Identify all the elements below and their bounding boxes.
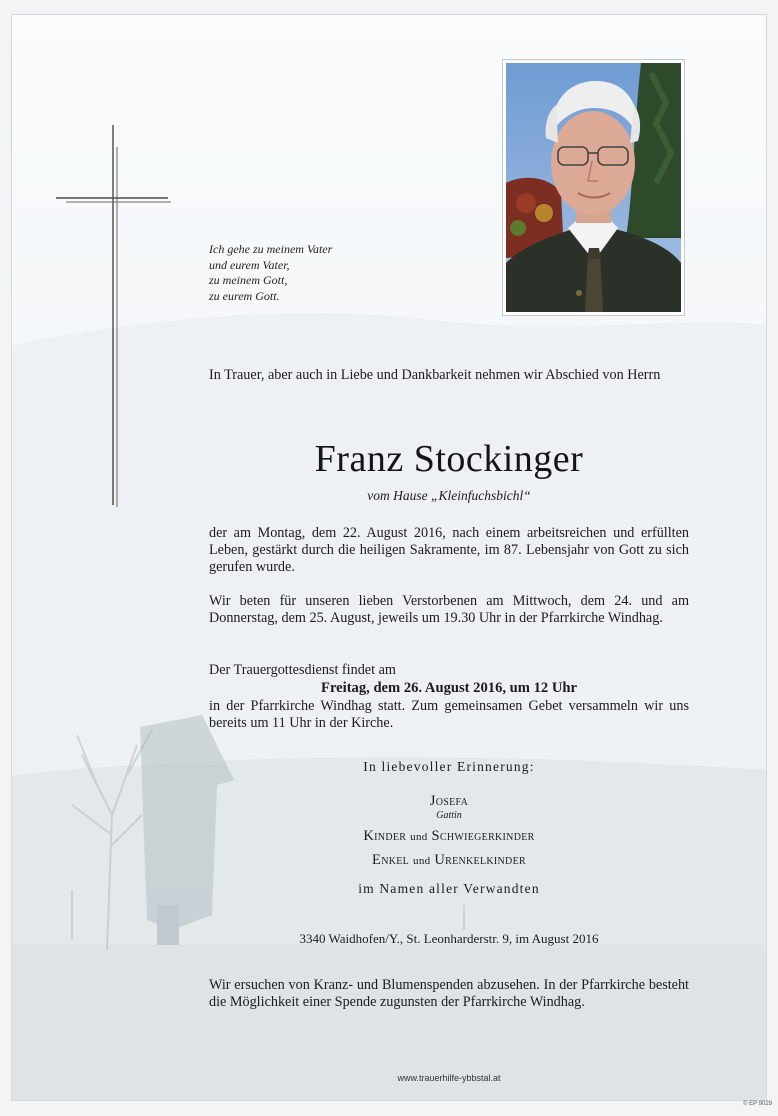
death-notice-paragraph: der am Montag, dem 22. August 2016, nach einem arbeitsreichen und erfüllten Leben, gestärkt durch die heiligen Sakramente, im 87. Lebensjahr von Gott zu sich gerufen wurde. <box>209 525 689 575</box>
cross-icon <box>56 125 176 515</box>
mourners-heading: In liebevoller Erinnerung: <box>363 759 535 774</box>
spouse-name: Josefa <box>429 793 469 809</box>
funeral-intro: Der Trauergottesdienst findet am <box>209 662 396 678</box>
poem-line: zu eurem Gott. <box>209 288 280 303</box>
grandchildren-label: Enkel <box>372 852 410 868</box>
connector-und: und <box>410 831 428 843</box>
deceased-name: Franz Stockinger <box>314 438 584 480</box>
print-code: © EP 9029 <box>743 1101 772 1107</box>
children-label: Kinder <box>363 828 407 844</box>
funeral-detail-paragraph: in der Pfarrkirche Windhag statt. Zum gemeinsamen Gebet versammeln wir uns bereits um 11 Uhr in der Kirche. <box>209 698 689 731</box>
children-line <box>209 828 689 845</box>
donation-notice-paragraph: Wir ersuchen von Kranz- und Blumenspenden abzusehen. In der Pfarrkirche besteht die Möglichkeit einer Spende zugunsten der Pfarrkirche Windhag. <box>209 977 689 1010</box>
connector-und: und <box>413 855 431 867</box>
prayer-notice-paragraph: Wir beten für unseren lieben Verstorbenen am Mittwoch, dem 24. und am Donnerstag, dem 25. August, jeweils um 19.30 Uhr in der Pfarrkirche Windhag. <box>209 593 689 626</box>
great-grandchildren-label: Urenkelkinder <box>434 852 526 868</box>
poem-line: Ich gehe zu meinem Vater <box>209 242 333 256</box>
spouse-role: Gattin <box>436 810 462 821</box>
poem-quote <box>209 242 409 304</box>
relatives-line: im Namen aller Verwandten <box>358 881 540 896</box>
in-laws-label: Schwiegerkinder <box>431 828 535 844</box>
portrait-photo <box>506 63 681 312</box>
portrait-frame <box>502 59 685 316</box>
intro-paragraph: In Trauer, aber auch in Liebe und Dankbarkeit nehmen wir Abschied von Herrn <box>209 367 661 383</box>
poem-line: und eurem Vater, <box>209 257 290 272</box>
grandchildren-line <box>209 852 689 869</box>
obituary-sheet <box>11 14 767 1101</box>
funeral-date: Freitag, dem 26. August 2016, um 12 Uhr <box>321 680 577 696</box>
spouse-block <box>209 793 689 821</box>
website-link[interactable]: www.trauerhilfe-ybbstal.at <box>397 1073 501 1083</box>
poem-line: zu meinem Gott, <box>209 273 288 287</box>
house-name: vom Hause „Kleinfuchsbichl“ <box>367 488 531 503</box>
address-line: 3340 Waidhofen/Y., St. Leonharderstr. 9, im August 2016 <box>299 931 599 946</box>
